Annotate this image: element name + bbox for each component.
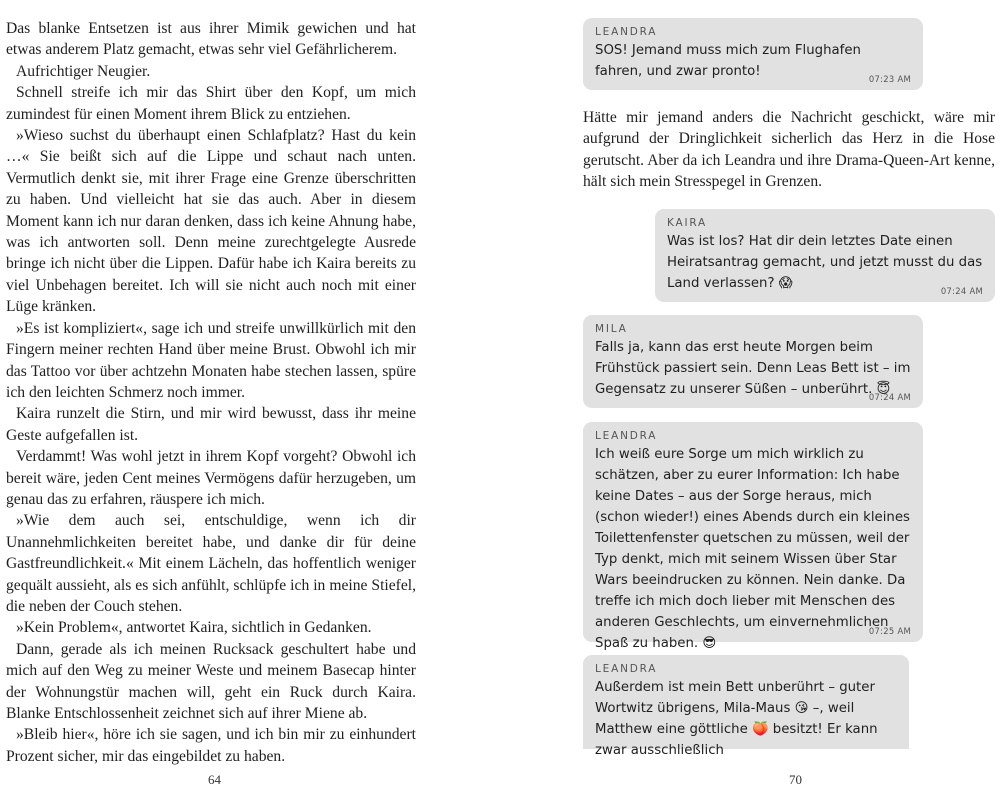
paragraph: »Es ist kompliziert«, sage ich und streife unwillkürlich mit den Fingern meiner rechten Hand über meine Brust. Obwohl ich mir das Tattoo vor über achtzehn Monaten habe stechen lassen, spüre ich den leichten Schmerz noch immer. xyxy=(6,319,416,401)
paragraph: Dann, gerade als ich meinen Rucksack geschultert habe und mich auf den Weg zu meiner Weste und meinem Basecap hinter der Wohnungstür machen will, geht ein Ruck durch Kaira. Blanke Entschlossenheit zeichnet sich auf ihrer Miene ab. xyxy=(6,640,416,722)
paragraph: Hätte mir jemand anders die Nachricht geschickt, wäre mir aufgrund der Dringlichkeit sicherlich das Herz in die Hose gerutscht. Aber da ich Leandra und ihre Drama-Queen-Art kenne, hält sich mein Stresspegel in Grenzen. xyxy=(583,109,995,191)
message-sender: LEANDRA xyxy=(595,430,658,442)
paragraph: »Wie dem auch sei, entschuldige, wenn ich dir Unannehmlichkeiten bereitet habe, und danke dir für deine Gastfreundlichkeit.« Mit einem Lächeln, das hoffentlich weniger gequält aussieht, als es sich anfühlt, schlüpfe ich in meine Stiefel, die neben der Couch stehen. xyxy=(6,512,416,615)
paragraph: »Bleib hier«, höre ich sie sagen, und ich bin mir zu einhundert Prozent sicher, mir das eingebildet zu haben. xyxy=(6,726,416,765)
message-sender: LEANDRA xyxy=(595,663,658,675)
paragraph: Das blanke Entsetzen ist aus ihrer Mimik gewichen und hat etwas anderem Platz gemacht, etwas sehr viel Gefährlicherem. xyxy=(6,20,416,59)
paragraph: Schnell streife ich mir das Shirt über den Kopf, um mich zumindest für einen Moment ihrem Blick zu entziehen. xyxy=(6,84,416,123)
narration-text xyxy=(583,107,995,193)
message-text: Außerdem ist mein Bett unberührt – guter Wortwitz übrigens, Mila-Maus 😘 –, weil Matthew eine göttliche 🍑 besitzt! Er kann zwar ausschließlich xyxy=(595,680,878,758)
paragraph: »Kein Problem«, antwortet Kaira, sichtlich in Gedanken. xyxy=(16,619,372,637)
message-sender: MILA xyxy=(595,323,628,335)
page-number: 64 xyxy=(208,772,221,787)
right-page xyxy=(500,0,1000,800)
message-text: SOS! Jemand muss mich zum Flughafen fahren, und zwar pronto! xyxy=(595,43,861,79)
message-sender: LEANDRA xyxy=(595,26,658,38)
chat-bubble xyxy=(583,422,923,651)
chat-bubble xyxy=(655,209,995,302)
message-time: 07:24 AM xyxy=(940,286,983,296)
chat-bubble xyxy=(583,315,923,408)
message-text: Ich weiß eure Sorge um mich wirklich zu schätzen, aber zu eurer Information: Ich habe keine Dates – aus der Sorge heraus, mich (schon wieder!) eines Abends durch ein kleines Toilettenfenster quetschen zu müssen, weil der Typ denkt, mich mit seinem Wissen über Star Wars beeindrucken zu können. Nein danke. Da treffe ich mich doch lieber mit Menschen des anderen Geschlechts, um einvernehmlichen Spaß zu haben. 😎 xyxy=(595,447,910,651)
paragraph: Aufrichtiger Neugier. xyxy=(16,62,151,80)
paragraph: Kaira runzelt die Stirn, und mir wird bewusst, dass ihr meine Geste aufgefallen ist. xyxy=(6,405,416,444)
message-time: 07:23 AM xyxy=(868,74,911,84)
message-sender: KAIRA xyxy=(667,217,708,229)
message-time: 07:24 AM xyxy=(868,392,911,402)
paragraph: Verdammt! Was wohl jetzt in ihrem Kopf vorgeht? Obwohl ich bereit wäre, jeden Cent meines Vermögens dafür herzugeben, um genau das zu erfahren, räuspere ich mich. xyxy=(6,448,416,508)
paragraph: »Wieso suchst du überhaupt einen Schlafplatz? Hast du kein …« Sie beißt sich auf die Lippe und schaut nach unten. Vermutlich denkt sie, mit ihrer Frage eine Grenze überschritten zu haben. Und vielleicht hat sie das auch. Aber in diesem Moment kann ich nur daran denken, dass ich keine Ahnung habe, was ich antworten soll. Denn meine zurechtgelegte Ausrede bringe ich nicht über die Lippen. Dafür habe ich Kaira bereits zu viel Unbehagen bereitet. Ich will sie nicht auch noch mit einer Lüge kränken. xyxy=(6,127,416,316)
message-time: 07:25 AM xyxy=(868,626,911,636)
message-text: Was ist los? Hat dir dein letztes Date einen Heiratsantrag gemacht, und jetzt musst du das Land verlassen? 😱 xyxy=(667,234,983,291)
left-page-body-text xyxy=(6,18,416,767)
message-text: Falls ja, kann das erst heute Morgen beim Frühstück passiert sein. Denn Leas Bett ist – im Gegensatz zu unserer Süßen – unberührt. 😇 xyxy=(595,340,911,397)
chat-bubble xyxy=(583,655,909,758)
chat-bubble xyxy=(583,18,923,90)
page-number: 70 xyxy=(789,772,802,787)
